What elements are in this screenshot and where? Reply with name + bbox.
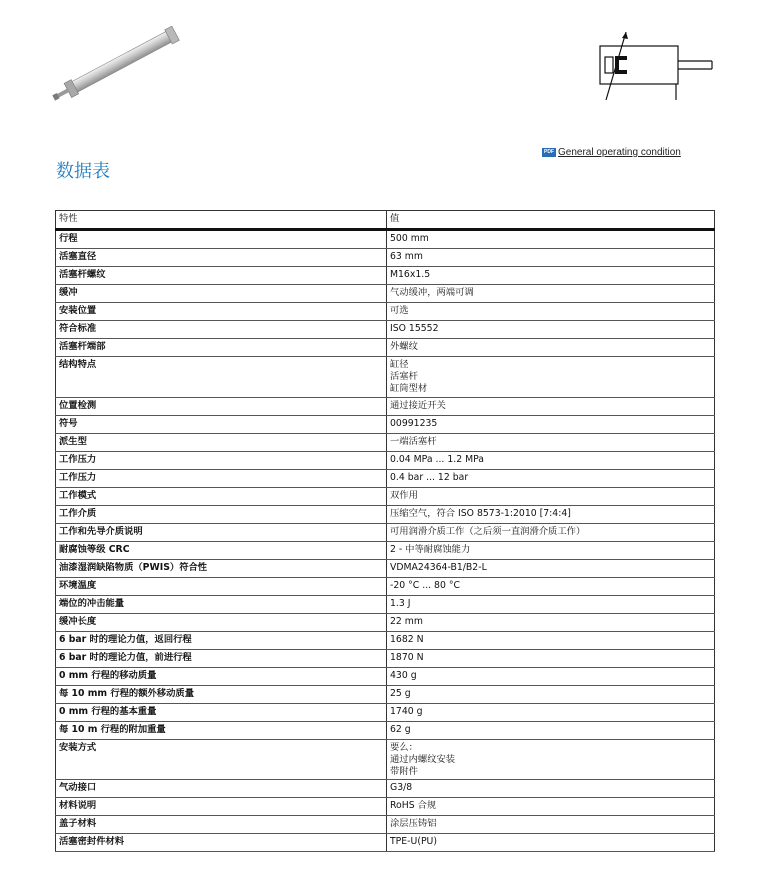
value-line: 1682 N [390,633,424,645]
table-row [56,816,715,834]
value-line: 带附件 [390,766,418,778]
value-line: 缸筒型材 [390,383,428,395]
feature-cell: 端位的冲击能量 [56,595,387,613]
value-cell [387,739,715,780]
value-line: M16x1.5 [390,269,431,280]
table-row [56,649,715,667]
value-line: 缸径 [390,359,409,370]
table-row [56,339,715,357]
table-row [56,685,715,703]
feature-cell: 安装方式 [56,739,387,780]
feature-cell: 每 10 mm 行程的额外移动质量 [56,685,387,703]
feature-cell: 工作压力 [56,451,387,469]
feature-cell: 工作和先导介质说明 [56,523,387,541]
feature-cell: 6 bar 时的理论力值，前进行程 [56,649,387,667]
value-cell [387,303,715,321]
value-line: 0.4 bar ... 12 bar [390,471,469,483]
table-row [56,541,715,559]
value-line: 压缩空气，符合 ISO 8573-1:2010 [7:4:4] [390,507,571,519]
value-cell [387,523,715,541]
table-row [56,397,715,415]
table-header-row [56,211,715,230]
datasheet-table-body [56,230,715,852]
table-row [56,703,715,721]
pdf-icon: PDF [544,148,554,155]
feature-cell: 活塞直径 [56,249,387,267]
table-row [56,559,715,577]
value-line: 22 mm [390,615,423,627]
value-line: 00991235 [390,417,438,429]
table-row [56,798,715,816]
value-cell [387,631,715,649]
feature-cell: 0 mm 行程的基本重量 [56,703,387,721]
value-cell [387,433,715,451]
feature-cell: 气动接口 [56,780,387,798]
table-row [56,433,715,451]
value-line: 活塞杆 [390,371,418,383]
value-line: 0.04 MPa ... 1.2 MPa [390,453,484,465]
pdf-link-label[interactable]: General operating condition [558,147,681,158]
value-line: 1870 N [390,651,424,663]
value-cell [387,469,715,487]
value-cell [387,613,715,631]
feature-cell: 工作介质 [56,505,387,523]
value-line: G3/8 [390,782,413,794]
table-row [56,321,715,339]
column-header-feature: 特性 [56,211,387,230]
table-row [56,721,715,739]
table-row [56,415,715,433]
table-row [56,577,715,595]
value-line: 25 g [390,687,411,699]
value-line: TPE-U(PU) [390,836,437,848]
value-cell [387,816,715,834]
value-cell [387,487,715,505]
value-cell [387,505,715,523]
value-cell [387,541,715,559]
table-row [56,357,715,398]
value-line: 430 g [390,669,417,681]
table-row [56,469,715,487]
value-cell [387,230,715,249]
feature-cell: 油漆湿润缺陷物质（PWIS）符合性 [56,559,387,577]
value-cell [387,559,715,577]
product-image [48,26,184,106]
column-header-value: 值 [387,211,715,230]
value-line: 外螺纹 [390,341,418,352]
table-row [56,834,715,852]
datasheet-table [55,210,715,852]
value-line: 可选 [390,305,409,316]
feature-cell: 缓冲长度 [56,613,387,631]
table-row [56,267,715,285]
general-operating-condition-link[interactable] [542,147,681,158]
value-line: 通过内螺纹安装 [390,753,456,765]
value-line: ISO 15552 [390,323,439,334]
value-cell [387,780,715,798]
table-row [56,667,715,685]
value-cell [387,397,715,415]
value-cell [387,357,715,398]
value-line: 62 g [390,723,411,735]
feature-cell: 派生型 [56,433,387,451]
value-line: 可用润滑介质工作（之后须一直润滑介质工作） [390,525,586,537]
feature-cell: 活塞密封件材料 [56,834,387,852]
value-line: 要么： [390,741,418,753]
feature-cell: 缓冲 [56,285,387,303]
value-line: 涂层压铸铝 [390,818,437,830]
value-cell [387,285,715,303]
feature-cell: 活塞杆端部 [56,339,387,357]
page-title: 数据表 [56,161,110,182]
value-cell [387,834,715,852]
value-line: 63 mm [390,251,423,262]
value-line: 气动缓冲，两端可调 [390,287,474,298]
cylinder-symbol-icon [594,28,718,102]
value-cell [387,685,715,703]
table-row [56,285,715,303]
value-line: VDMA24364-B1/B2-L [390,561,487,573]
feature-cell: 位置检测 [56,397,387,415]
value-line: 通过接近开关 [390,399,446,411]
feature-cell: 活塞杆螺纹 [56,267,387,285]
feature-cell: 环境温度 [56,577,387,595]
table-row [56,505,715,523]
value-cell [387,249,715,267]
feature-cell: 安装位置 [56,303,387,321]
value-cell [387,649,715,667]
value-line: 1740 g [390,705,423,717]
value-cell [387,667,715,685]
value-cell [387,339,715,357]
table-row [56,230,715,249]
feature-cell: 0 mm 行程的移动质量 [56,667,387,685]
feature-cell: 盖子材料 [56,816,387,834]
feature-cell: 工作模式 [56,487,387,505]
value-cell [387,721,715,739]
value-cell [387,321,715,339]
feature-cell: 每 10 m 行程的附加重量 [56,721,387,739]
value-cell [387,595,715,613]
table-row [56,523,715,541]
table-row [56,303,715,321]
value-cell [387,267,715,285]
value-line: 一端活塞杆 [390,435,437,447]
table-row [56,451,715,469]
table-row [56,487,715,505]
feature-cell: 符合标准 [56,321,387,339]
table-row [56,739,715,780]
value-line: 1.3 J [390,597,411,609]
feature-cell: 符号 [56,415,387,433]
table-row [56,780,715,798]
value-cell [387,451,715,469]
table-row [56,249,715,267]
table-row [56,631,715,649]
value-cell [387,798,715,816]
feature-cell: 工作压力 [56,469,387,487]
value-line: 双作用 [390,489,418,501]
value-line: 500 mm [390,233,429,244]
feature-cell: 6 bar 时的理论力值，返回行程 [56,631,387,649]
value-cell [387,415,715,433]
value-cell [387,577,715,595]
value-line: -20 °C ... 80 °C [390,579,460,591]
value-line: 2 - 中等耐腐蚀能力 [390,543,471,555]
feature-cell: 结构特点 [56,357,387,398]
feature-cell: 材料说明 [56,798,387,816]
feature-cell: 耐腐蚀等级 CRC [56,541,387,559]
value-line: RoHS 合规 [390,800,437,812]
table-row [56,613,715,631]
feature-cell: 行程 [56,230,387,249]
table-row [56,595,715,613]
value-cell [387,703,715,721]
